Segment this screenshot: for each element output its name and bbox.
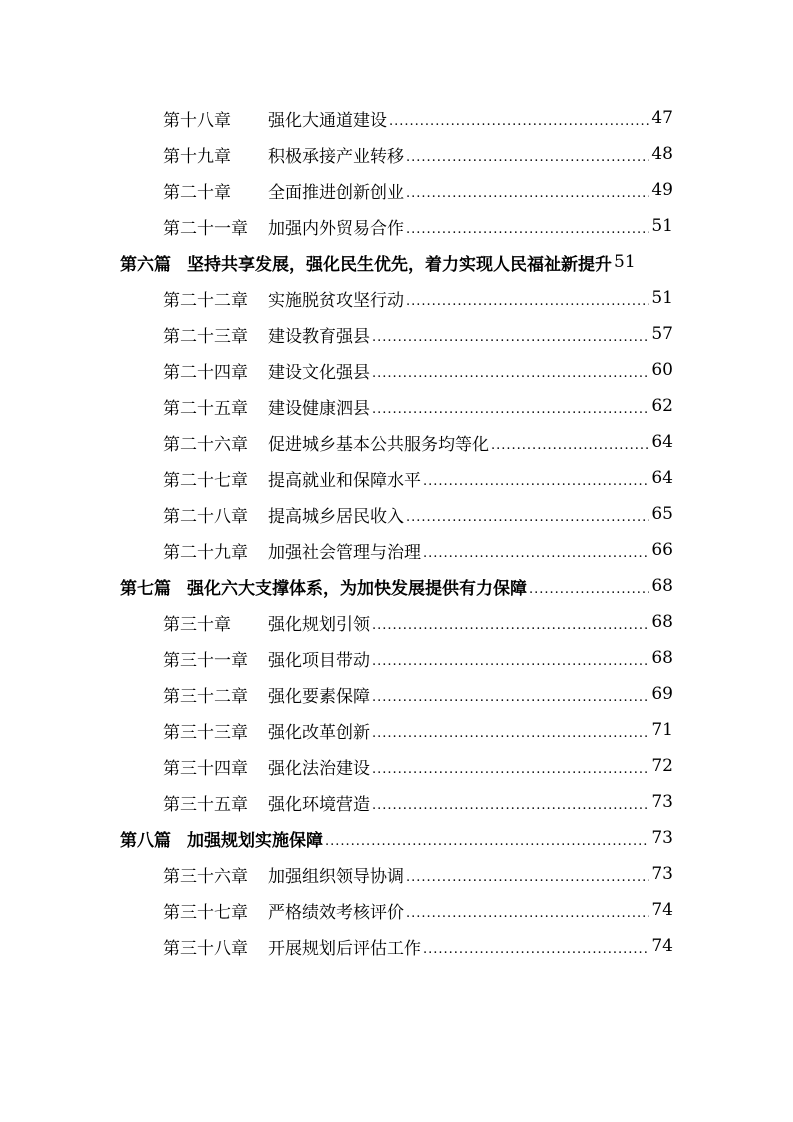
toc-entry-chapter-25[interactable] (0, 388, 793, 424)
chapter-number: 第二十一章 (163, 218, 248, 239)
toc-entry-chapter-34[interactable] (0, 748, 793, 784)
part-number: 第六篇 (120, 254, 171, 275)
page-number: 72 (651, 756, 673, 776)
page-number: 60 (651, 360, 673, 380)
toc-entry-chapter-29[interactable] (0, 532, 793, 568)
toc-entry-chapter-21[interactable] (0, 208, 793, 244)
page-number: 74 (651, 936, 673, 956)
toc-entry-chapter-33[interactable] (0, 712, 793, 748)
chapter-number: 第三十七章 (163, 902, 248, 923)
dot-leader (406, 870, 649, 885)
page-number: 49 (651, 180, 673, 200)
page-number: 71 (651, 720, 673, 740)
dot-leader (406, 906, 649, 921)
toc-entry-chapter-24[interactable] (0, 352, 793, 388)
chapter-title: 建设健康泗县 (268, 398, 370, 419)
chapter-title: 提高就业和保障水平 (268, 470, 421, 491)
part-title: 坚持共享发展，强化民生优先，着力实现人民福祉新提升 (187, 254, 612, 275)
dot-leader (423, 546, 649, 561)
dot-leader (406, 222, 649, 237)
chapter-title: 强化环境营造 (268, 794, 370, 815)
dot-leader (372, 762, 649, 777)
page-number: 68 (651, 648, 673, 668)
page-number: 66 (651, 540, 673, 560)
chapter-number: 第二十四章 (163, 362, 248, 383)
dot-leader (423, 942, 649, 957)
chapter-number: 第二十二章 (163, 290, 248, 311)
page-number: 65 (651, 504, 673, 524)
dot-leader (406, 186, 649, 201)
toc-entry-chapter-35[interactable] (0, 784, 793, 820)
chapter-title: 提高城乡居民收入 (268, 506, 404, 527)
toc-entry-part-7[interactable] (0, 568, 793, 604)
page-number: 68 (651, 576, 673, 596)
dot-leader (406, 150, 649, 165)
chapter-number: 第三十六章 (163, 866, 248, 887)
page-number: 64 (651, 432, 673, 452)
chapter-number: 第十八章 (163, 110, 231, 131)
chapter-title: 强化改革创新 (268, 722, 370, 743)
dot-leader (406, 294, 649, 309)
chapter-title: 促进城乡基本公共服务均等化 (268, 434, 489, 455)
chapter-number: 第三十八章 (163, 938, 248, 959)
chapter-number: 第二十六章 (163, 434, 248, 455)
page-number: 51 (651, 216, 673, 236)
toc-entry-chapter-26[interactable] (0, 424, 793, 460)
chapter-number: 第三十二章 (163, 686, 248, 707)
dot-leader (423, 474, 649, 489)
toc-entry-chapter-37[interactable] (0, 892, 793, 928)
dot-leader (491, 438, 649, 453)
table-of-contents (0, 100, 793, 964)
chapter-title: 加强组织领导协调 (268, 866, 404, 887)
part-number: 第七篇 (120, 578, 171, 599)
chapter-title: 严格绩效考核评价 (268, 902, 404, 923)
chapter-title: 积极承接产业转移 (268, 146, 404, 167)
chapter-title: 强化法治建设 (268, 758, 370, 779)
chapter-number: 第三十三章 (163, 722, 248, 743)
toc-entry-chapter-36[interactable] (0, 856, 793, 892)
toc-entry-part-6[interactable] (0, 244, 793, 280)
toc-entry-chapter-18[interactable] (0, 100, 793, 136)
part-title: 加强规划实施保障 (187, 830, 323, 851)
page-number: 64 (651, 468, 673, 488)
toc-entry-chapter-22[interactable] (0, 280, 793, 316)
chapter-number: 第二十八章 (163, 506, 248, 527)
part-number: 第八篇 (120, 830, 171, 851)
chapter-number: 第三十四章 (163, 758, 248, 779)
chapter-title: 强化要素保障 (268, 686, 370, 707)
chapter-title: 强化大通道建设 (268, 110, 387, 131)
chapter-number: 第三十五章 (163, 794, 248, 815)
toc-entry-chapter-20[interactable] (0, 172, 793, 208)
dot-leader (372, 366, 649, 381)
page-number: 48 (651, 144, 673, 164)
page-number: 57 (651, 324, 673, 344)
chapter-title: 全面推进创新创业 (268, 182, 404, 203)
chapter-number: 第三十一章 (163, 650, 248, 671)
chapter-number: 第三十章 (163, 614, 231, 635)
toc-entry-part-8[interactable] (0, 820, 793, 856)
dot-leader (372, 654, 649, 669)
dot-leader (529, 582, 649, 597)
page-number: 68 (651, 612, 673, 632)
page-number: 69 (651, 684, 673, 704)
toc-entry-chapter-38[interactable] (0, 928, 793, 964)
chapter-title: 强化规划引领 (268, 614, 370, 635)
page-number: 73 (651, 828, 673, 848)
chapter-title: 强化项目带动 (268, 650, 370, 671)
chapter-number: 第二十三章 (163, 326, 248, 347)
toc-entry-chapter-27[interactable] (0, 460, 793, 496)
toc-entry-chapter-30[interactable] (0, 604, 793, 640)
toc-entry-chapter-28[interactable] (0, 496, 793, 532)
dot-leader (372, 726, 649, 741)
page-number: 51 (614, 252, 636, 272)
toc-entry-chapter-32[interactable] (0, 676, 793, 712)
chapter-number: 第二十九章 (163, 542, 248, 563)
chapter-number: 第二十七章 (163, 470, 248, 491)
page-number: 47 (651, 108, 673, 128)
part-title: 强化六大支撑体系，为加快发展提供有力保障 (187, 578, 527, 599)
toc-entry-chapter-19[interactable] (0, 136, 793, 172)
chapter-number: 第二十五章 (163, 398, 248, 419)
dot-leader (372, 330, 649, 345)
page-number: 51 (651, 288, 673, 308)
dot-leader (389, 114, 649, 129)
chapter-title: 开展规划后评估工作 (268, 938, 421, 959)
page-number: 73 (651, 792, 673, 812)
dot-leader (372, 798, 649, 813)
dot-leader (372, 618, 649, 633)
chapter-title: 建设文化强县 (268, 362, 370, 383)
page-number: 74 (651, 900, 673, 920)
dot-leader (325, 834, 649, 849)
page-number: 73 (651, 864, 673, 884)
page-number: 62 (651, 396, 673, 416)
dot-leader (372, 690, 649, 705)
toc-entry-chapter-31[interactable] (0, 640, 793, 676)
toc-entry-chapter-23[interactable] (0, 316, 793, 352)
chapter-title: 实施脱贫攻坚行动 (268, 290, 404, 311)
dot-leader (372, 402, 649, 417)
chapter-title: 加强社会管理与治理 (268, 542, 421, 563)
chapter-number: 第十九章 (163, 146, 231, 167)
chapter-title: 加强内外贸易合作 (268, 218, 404, 239)
chapter-title: 建设教育强县 (268, 326, 370, 347)
chapter-number: 第二十章 (163, 182, 231, 203)
dot-leader (406, 510, 649, 525)
